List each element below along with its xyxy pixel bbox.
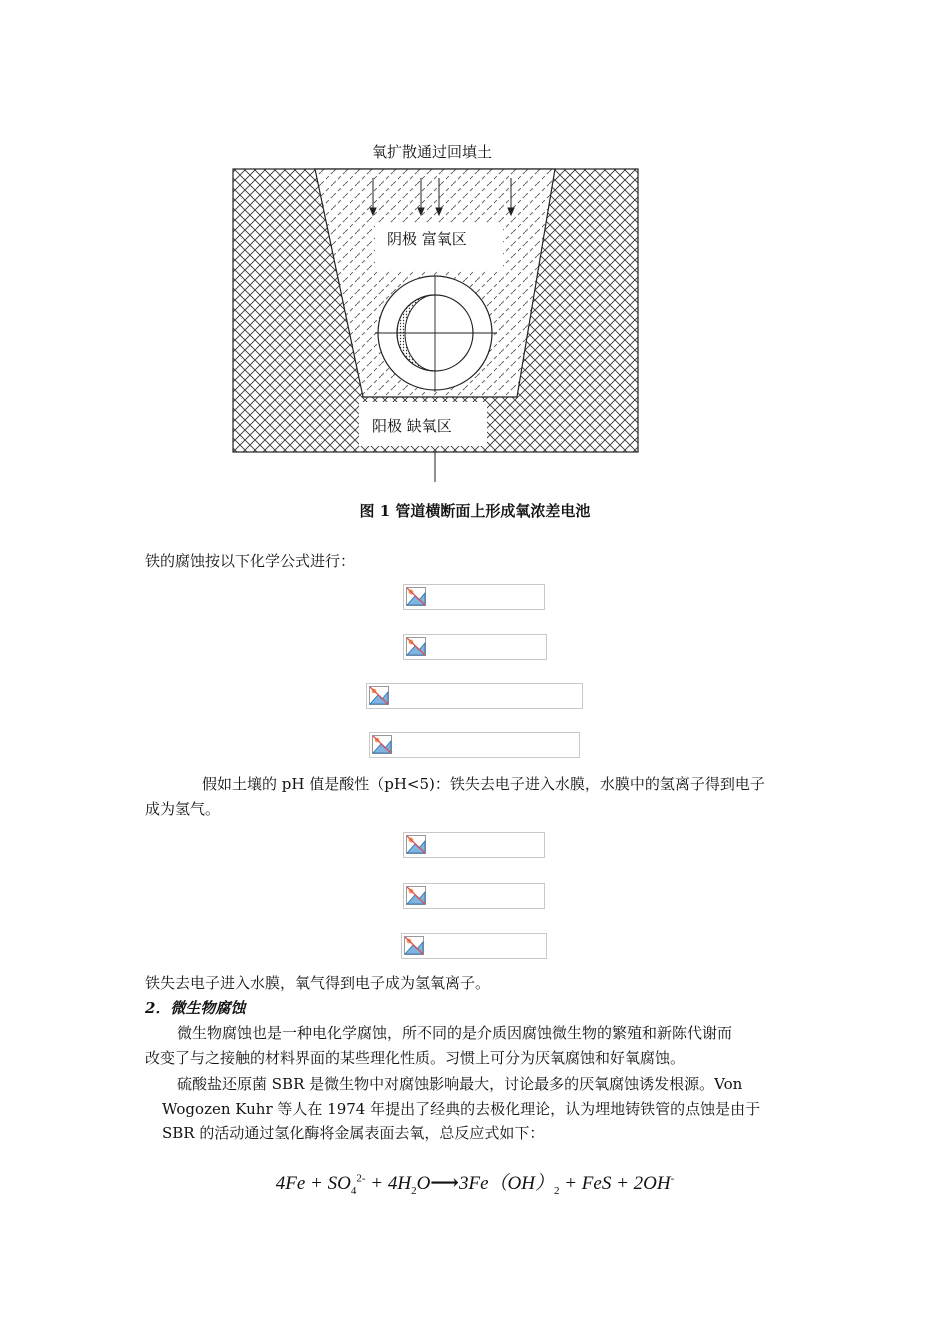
intro-paragraph: 铁的腐蚀按以下化学公式进行：: [145, 552, 356, 570]
acid-paragraph-line-2: 成为氢气。: [145, 800, 221, 818]
oxygen-paragraph: 铁失去电子进入水膜，氧气得到电子成为氢氧离子。: [145, 974, 491, 992]
reaction-arrow: ⟶: [430, 1172, 459, 1194]
anode-label: 阳极 缺氧区: [372, 417, 452, 435]
broken-image-icon: [406, 637, 426, 656]
figure-top-label: 氧扩散通过回填土: [372, 143, 493, 161]
broken-image-icon: [372, 735, 392, 754]
broken-image-icon: [406, 886, 426, 905]
section-2-heading: 2．微生物腐蚀: [145, 999, 246, 1017]
acid-paragraph-line-1: 假如土壤的 pH 值是酸性（pH<5)：铁失去电子进入水膜，水膜中的氢离子得到电子: [202, 775, 765, 793]
broken-image-icon: [406, 835, 426, 854]
sbr-paragraph-line-2: Wogozen Kuhr 等人在 1974 年提出了经典的去极化理论，认为埋地铸铁管的点蚀是由于: [162, 1100, 761, 1118]
equation-image-3: [366, 683, 583, 709]
equation-image-6: [403, 883, 545, 909]
overall-reaction-formula: $4Fe + SO_4^{2-}$ + $4H_2O⟶3Fe(OH)_2$ + FeS + 2OH-: [275, 1172, 675, 1197]
sbr-paragraph-line-1: 硫酸盐还原菌 SBR 是微生物中对腐蚀影响最大，讨论最多的厌氧腐蚀诱发根源。Von: [177, 1075, 743, 1093]
broken-image-icon: [404, 936, 424, 955]
equation-image-1: [403, 584, 545, 610]
cathode-label: 阴极 富氧区: [387, 230, 467, 248]
micro-paragraph-line-1: 微生物腐蚀也是一种电化学腐蚀，所不同的是介质因腐蚀微生物的繁殖和新陈代谢而: [177, 1024, 733, 1042]
equation-image-5: [403, 832, 545, 858]
equation-image-4: [369, 732, 580, 758]
equation-image-2: [403, 634, 547, 660]
broken-image-icon: [369, 686, 389, 705]
micro-paragraph-line-2: 改变了与之接触的材料界面的某些理化性质。习惯上可分为厌氧腐蚀和好氧腐蚀。: [145, 1049, 686, 1067]
figure-caption: 图 1 管道横断面上形成氧浓差电池: [359, 502, 591, 520]
sbr-paragraph-line-3: SBR 的活动通过氢化酶将金属表面去氧，总反应式如下：: [162, 1124, 545, 1142]
equation-image-7: [401, 933, 547, 959]
broken-image-icon: [406, 587, 426, 606]
